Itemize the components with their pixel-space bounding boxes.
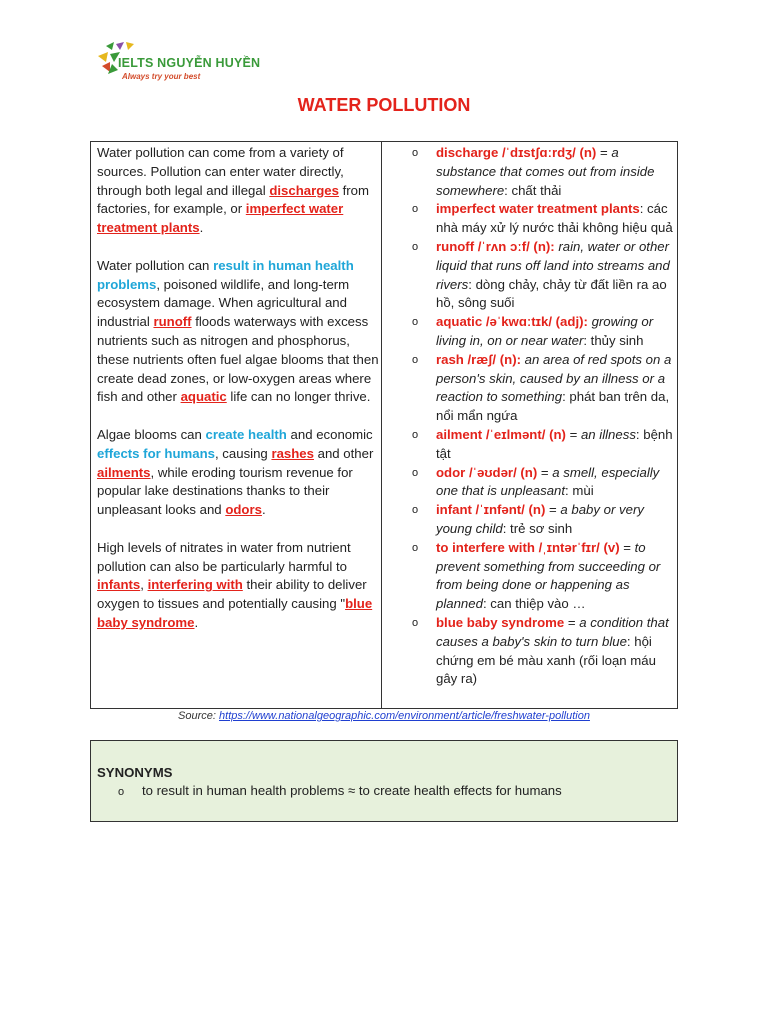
highlight-interfering-with: interfering with	[147, 577, 243, 593]
highlight-imperfect-plants: imperfect water treatment plants	[97, 201, 344, 236]
vocab-entry	[412, 238, 674, 313]
passage-paragraph-1: Water pollution can come from a variety of sources. Pollution can enter water directly, through both legal and illegal discharges from factories, for example, or imperfect water treatment plants.	[97, 145, 369, 236]
vocab-term: imperfect water treatment plants	[436, 201, 640, 217]
vocab-entry: o ailment /ˈeɪlmənt/ (n) = an illness: bệnh tật	[412, 426, 673, 461]
passage-paragraph-4: High levels of nitrates in water from nutrient pollution can also be particularly harmful to infants, interfering with their ability to deliver oxygen to tissues and potentially causing "blue baby syndrome.	[97, 539, 373, 630]
vocab-term: aquatic /əˈkwɑːtɪk/ (adj):	[436, 314, 588, 330]
vocab-definition: to prevent something from succeeding or from being done or happening as planned	[436, 539, 661, 612]
vocab-term: infant /ˈɪnfənt/ (n)	[436, 502, 546, 518]
vocab-definition: a baby or very young child	[436, 502, 644, 536]
bullet-icon: o	[118, 786, 125, 798]
vocab-term: odor /ˈəʊdər/ (n)	[436, 464, 538, 480]
bullet-icon: o	[412, 541, 419, 554]
vocab-meaning: : bệnh tật	[436, 426, 673, 461]
highlight-create-health: create health	[205, 426, 287, 442]
vocab-entry: o to interfere with /ˌɪntərˈfɪr/ (v) = to prevent something from succeeding or from being done or happening as planned: can thiệp vào …	[412, 539, 661, 612]
vocab-entry: o discharge /ˈdɪstʃɑːrdʒ/ (n) = a substance that comes out from inside somewhere: chất thải	[412, 145, 655, 198]
highlight-runoff: runoff	[153, 314, 192, 330]
passage-paragraph-3: Algae blooms can create health and economic effects for humans, causing rashes and other ailments, while eroding tourism revenue for popular lake destinations thanks to their unpleasant looks and odors.	[97, 426, 374, 518]
bullet-icon: o	[412, 616, 419, 629]
brand-name: IELTS NGUYỄN HUYỀN	[118, 56, 261, 70]
passage-column	[97, 144, 379, 652]
source-label: Source:	[178, 710, 216, 722]
source-link[interactable]: https://www.nationalgeographic.com/environment/article/freshwater-pollution	[219, 710, 590, 722]
synonym-item	[118, 783, 562, 798]
vocab-entry: o odor /ˈəʊdər/ (n) = a smell, especially one that is unpleasant: mùi	[412, 464, 660, 499]
vocabulary-list	[412, 144, 674, 689]
synonyms-box	[90, 740, 678, 822]
vocab-definition: an area of red spots on a person's skin, caused by an illness or a reaction to something	[436, 351, 672, 405]
vocab-entry: o blue baby syndrome = a condition that causes a baby's skin to turn blue: hội chứng em bé màu xanh (rối loạn máu gây ra)	[412, 614, 669, 687]
vocab-meaning: : các nhà máy xử lý nước thải không hiệu quả	[436, 201, 673, 236]
vocab-definition: a substance that comes out from inside somewhere	[436, 145, 655, 198]
bullet-icon: o	[412, 316, 419, 329]
highlight-aquatic: aquatic	[180, 389, 227, 405]
highlight-blue-baby-syndrome: blue baby syndrome	[97, 596, 373, 630]
vocab-entry	[412, 313, 674, 351]
vocab-term: ailment /ˈeɪlmənt/ (n)	[436, 426, 566, 442]
vocab-entry: o infant /ˈɪnfənt/ (n) = a baby or very young child: trẻ sơ sinh	[412, 502, 644, 536]
bullet-icon: o	[412, 428, 419, 441]
highlight-effects-for-humans: effects for humans	[97, 445, 215, 461]
highlight-rashes: rashes	[271, 445, 314, 461]
bullet-icon: o	[412, 240, 419, 253]
highlight-ailments: ailments	[97, 464, 151, 480]
vocab-meaning: : trẻ sơ sinh	[502, 520, 573, 536]
vocab-definition: rain, water or other liquid that runs off land into streams and rivers	[436, 238, 670, 292]
vocab-term: discharge /ˈdɪstʃɑːrdʒ/ (n)	[436, 145, 597, 160]
synonym-text: to result in human health problems ≈ to create health effects for humans	[142, 783, 562, 798]
highlight-odors: odors	[225, 502, 262, 518]
vocab-definition: growing or living in, on or near water	[436, 314, 654, 348]
vocab-meaning: : can thiệp vào …	[482, 596, 586, 612]
vocab-definition: an illness	[580, 426, 636, 442]
vocab-term: runoff /ˈrʌn ɔːf/ (n):	[436, 238, 555, 254]
vocab-entry	[412, 200, 674, 238]
page-title: WATER POLLUTION	[297, 95, 471, 115]
vocab-entry	[412, 351, 674, 426]
vocab-term: blue baby syndrome	[436, 614, 565, 630]
vocab-meaning: : phát ban trên da, nổi mẩn ngứa	[436, 389, 670, 424]
vocab-meaning: : chất thải	[504, 182, 562, 198]
column-divider	[381, 141, 382, 709]
vocab-term: to interfere with /ˌɪntərˈfɪr/ (v)	[436, 539, 620, 555]
bullet-icon: o	[412, 504, 419, 517]
vocab-term: rash /ræʃ/ (n):	[436, 351, 521, 367]
vocab-definition: a smell, especially one that is unpleasant	[436, 464, 660, 499]
bullet-icon: o	[412, 353, 419, 366]
source-line	[0, 710, 768, 722]
vocab-meaning: : dòng chảy, chảy từ đất liền ra ao hồ, sông suối	[436, 276, 667, 311]
highlight-result-in-health-problems: result in human health problems	[97, 257, 354, 292]
highlight-discharges: discharges	[269, 182, 339, 198]
vocab-meaning: : thủy sinh	[583, 332, 644, 348]
vocab-meaning: : mùi	[565, 483, 594, 499]
bullet-icon: o	[412, 466, 419, 479]
passage-paragraph-2: Water pollution can result in human health problems, poisoned wildlife, and long-term ecosystem damage. When agricultural and industrial runoff floods waterways with excess nutrients such as nitrogen and phosphorus, these nutrients often fuel algae blooms that then create dead zones, or low-oxygen areas where fish and other aquatic life can no longer thrive.	[97, 257, 379, 405]
vocab-definition: a condition that causes a baby's skin to turn blue	[436, 614, 669, 649]
brand-tagline: Always try your best	[122, 72, 201, 81]
synonyms-title: SYNONYMS	[97, 765, 173, 780]
bullet-icon: o	[412, 203, 419, 216]
highlight-infants: infants	[97, 577, 141, 593]
bullet-icon: o	[412, 147, 419, 159]
vocab-meaning: : hội chứng em bé màu xanh (rối loạn máu gây ra)	[436, 633, 656, 687]
